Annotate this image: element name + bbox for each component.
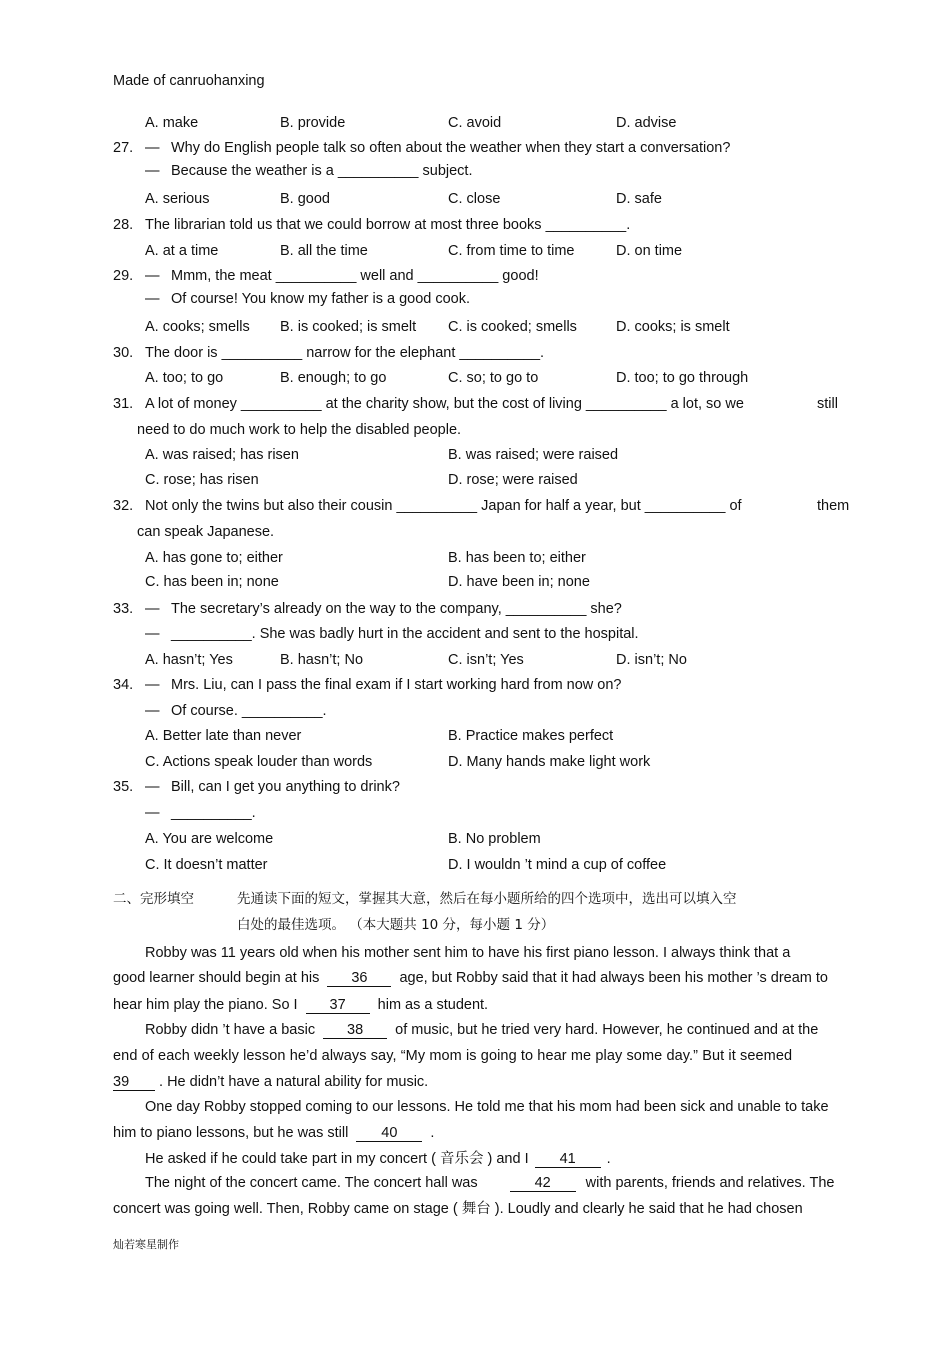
passage-line: Robby was 11 years old when his mother sent him to have his first piano lesson. I always think that a [145,945,791,961]
q34-option-c: C. Actions speak louder than words [145,754,373,770]
q34-number: 34. [113,677,134,693]
q27-option-c: C. close [448,191,501,207]
section-title: 二、完形填空 [113,891,194,907]
q29-number: 29. [113,268,134,284]
q34-dash-2: — [145,703,160,719]
passage-text: with parents, friends and relatives. The [585,1175,835,1191]
passage-text: . He didn’t have a natural ability for music. [159,1074,429,1090]
q31-question-cont: need to do much work to help the disabled people. [137,422,462,438]
q35-option-b: B. No problem [448,831,541,847]
q29-option-d: D. cooks; is smelt [616,319,730,335]
q34-dash-1: — [145,677,160,693]
q35-option-d: D. I wouldn ’t mind a cup of coffee [448,857,667,873]
blank-40: 40 [356,1126,422,1142]
q34-reply: Of course. __________. [171,703,327,719]
blank-37: 37 [306,998,370,1014]
q30-option-c: C. so; to go to [448,370,539,386]
passage-text: good learner should begin at his [113,970,320,986]
q29-dash-2: — [145,291,160,307]
q28-number: 28. [113,217,134,233]
q29-reply: Of course! You know my father is a good cook. [171,291,471,307]
header-text: Made of canruohanxing [113,73,265,89]
q34-option-a: A. Better late than never [145,728,302,744]
q27-dash-1: — [145,140,160,156]
q30-question: The door is __________ narrow for the elephant __________. [145,345,545,361]
q29-dash-1: — [145,268,160,284]
q27-option-b: B. good [280,191,330,207]
q26-option-d: D. advise [616,115,677,131]
blank-42: 42 [510,1176,576,1192]
q34-question: Mrs. Liu, can I pass the final exam if I start working hard from now on? [171,677,622,693]
q31-option-a: A. was raised; has risen [145,447,299,463]
passage-line [113,996,488,1014]
section-instructions-2: 白处的最佳选项。 （本大题共 10 分，每小题 1 分） [237,917,555,933]
q31-number: 31. [113,396,134,412]
q28-option-c: C. from time to time [448,243,575,259]
q33-option-a: A. hasn’t; Yes [145,652,233,668]
q35-dash-2: — [145,805,160,821]
q27-reply: Because the weather is a __________ subject. [171,163,473,179]
passage-text: age, but Robby said that it had always been his mother ’s dream to [399,970,828,986]
q33-option-d: D. isn’t; No [616,652,687,668]
q32-option-a: A. has gone to; either [145,550,283,566]
q34-option-d: D. Many hands make light work [448,754,651,770]
q28-option-d: D. on time [616,243,683,259]
q33-question: The secretary’s already on the way to the company, __________ she? [171,601,622,617]
q31-option-c: C. rose; has risen [145,472,259,488]
q31-option-d: D. rose; were raised [448,472,578,488]
blank-39: 39 [113,1075,155,1091]
q32-question-cont: can speak Japanese. [137,524,275,540]
q27-option-d: D. safe [616,191,662,207]
q34-option-b: B. Practice makes perfect [448,728,614,744]
q35-option-a: A. You are welcome [145,831,274,847]
q33-number: 33. [113,601,134,617]
q32-question: Not only the twins but also their cousin __________ Japan for half a year, but __________ of [145,498,742,514]
blank-38: 38 [323,1023,387,1039]
passage-text: hear him play the piano. So I [113,997,298,1013]
q32-number: 32. [113,498,134,514]
footer-text: 灿若寒星制作 [113,1238,179,1251]
q27-option-a: A. serious [145,191,210,207]
q27-question: Why do English people talk so often about the weather when they start a conversation? [171,140,731,156]
passage-line [113,1073,428,1091]
q30-option-d: D. too; to go through [616,370,749,386]
passage-text: him to piano lessons, but he was still [113,1125,349,1141]
q30-option-a: A. too; to go [145,370,224,386]
q35-option-c: C. It doesn’t matter [145,857,268,873]
q32-option-b: B. has been to; either [448,550,586,566]
q33-reply: __________. She was badly hurt in the accident and sent to the hospital. [171,626,639,642]
q29-option-c: C. is cooked; smells [448,319,577,335]
passage-line [113,969,828,987]
q32-option-c: C. has been in; none [145,574,279,590]
q33-option-c: C. isn’t; Yes [448,652,524,668]
passage-line [113,1124,434,1142]
q30-option-b: B. enough; to go [280,370,387,386]
q28-option-b: B. all the time [280,243,368,259]
q32-question-end: them [817,498,850,514]
q33-dash-1: — [145,601,160,617]
passage-line [145,1174,834,1192]
passage-line: concert was going well. Then, Robby came on stage ( 舞台 ). Loudly and clearly he said that he had chosen [113,1201,803,1217]
q35-dash-1: — [145,779,160,795]
q27-dash-2: — [145,163,160,179]
q28-question: The librarian told us that we could borrow at most three books __________. [145,217,631,233]
passage-text: He asked if he could take part in my concert ( 音乐会 ) and I [145,1151,529,1167]
section-instructions-1: 先通读下面的短文，掌握其大意，然后在每小题所给的四个选项中，选出可以填入空 [237,891,737,907]
passage-text: . [430,1125,435,1141]
passage-text: him as a student. [377,997,489,1013]
q29-option-a: A. cooks; smells [145,319,250,335]
q26-option-c: C. avoid [448,115,502,131]
q31-question-end: still [817,396,838,412]
passage-text: The night of the concert came. The concert hall was [145,1175,478,1191]
q31-option-b: B. was raised; were raised [448,447,619,463]
q26-option-b: B. provide [280,115,346,131]
q33-option-b: B. hasn’t; No [280,652,364,668]
q31-question: A lot of money __________ at the charity show, but the cost of living __________ a lot, so we [145,396,744,412]
q35-reply: __________. [171,805,256,821]
passage-line [145,1150,611,1168]
passage-text: of music, but he tried very hard. However, he continued and at the [395,1022,819,1038]
blank-41: 41 [535,1152,601,1168]
passage-line: end of each weekly lesson he’d always say, “My mom is going to hear me play some day.” But it seemed [113,1048,793,1064]
q33-dash-2: — [145,626,160,642]
passage-text: . [606,1151,611,1167]
q29-question: Mmm, the meat __________ well and __________ good! [171,268,539,284]
passage-text: Robby didn ’t have a basic [145,1022,316,1038]
q27-number: 27. [113,140,134,156]
blank-36: 36 [327,971,391,987]
q30-number: 30. [113,345,134,361]
q32-option-d: D. have been in; none [448,574,590,590]
q35-number: 35. [113,779,134,795]
q29-option-b: B. is cooked; is smelt [280,319,417,335]
q26-option-a: A. make [145,115,199,131]
passage-line [145,1021,818,1039]
passage-line: One day Robby stopped coming to our lessons. He told me that his mom had been sick and unable to take [145,1099,829,1115]
q28-option-a: A. at a time [145,243,219,259]
q35-question: Bill, can I get you anything to drink? [171,779,400,795]
